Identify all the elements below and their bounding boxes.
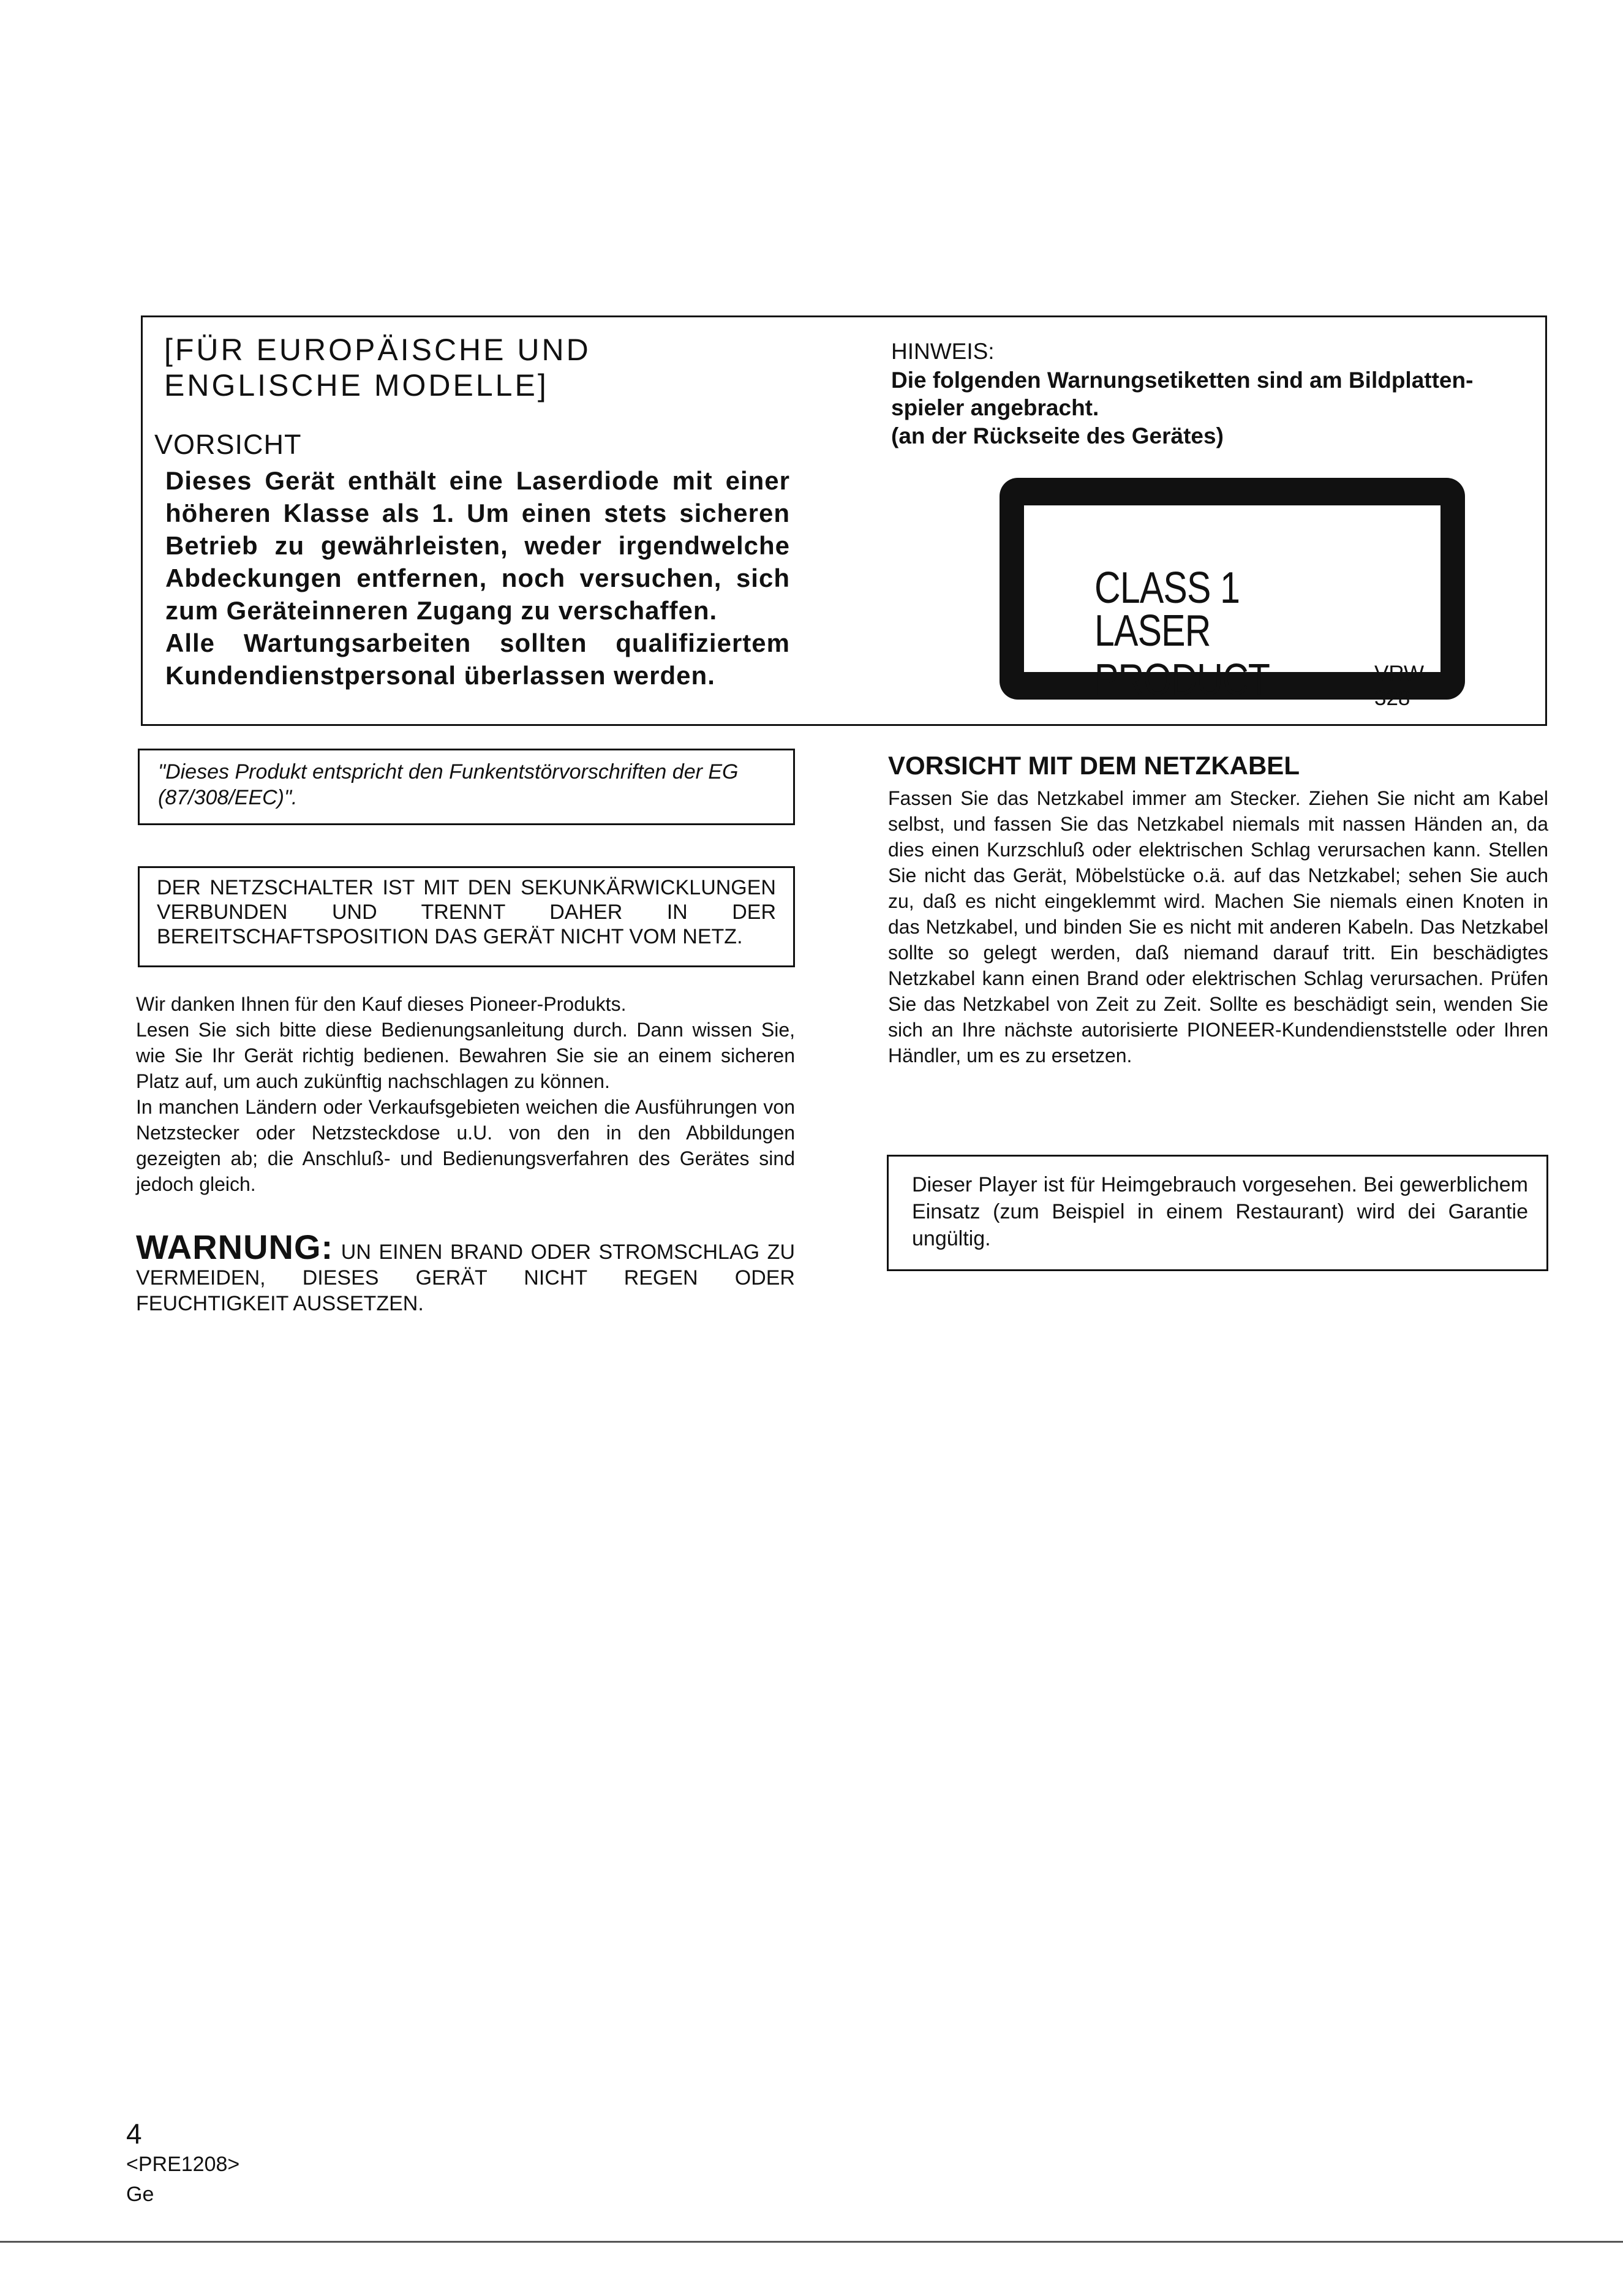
page-number: 4 xyxy=(126,2118,142,2150)
intro-paragraph-2: Lesen Sie sich bitte diese Bedienungsanleitung durch. Dann wissen Sie, wie Sie Ihr Gerät richtig bedienen. Bewahren Sie sie an einem sicheren Platz auf, um auch zukünftig nachschlagen zu können. xyxy=(136,1019,795,1092)
netzschalter-notice-box xyxy=(138,866,795,967)
player-notice-text: Dieser Player ist für Heimgebrauch vorgesehen. Bei gewerblichem Einsatz (zum Beispiel in einem Restaurant) wird dei Garantie ungültig. xyxy=(912,1173,1528,1250)
hinweis-location: (an der Rückseite des Gerätes) xyxy=(891,423,1224,448)
warnung-text: UN EINEN BRAND ODER STROMSCHLAG ZU VERMEIDEN, DIESES GERÄT NICHT REGEN ODER FEUCHTIGKEIT AUSSETZEN. xyxy=(136,1241,795,1315)
netzkabel-title: VORSICHT MIT DEM NETZKABEL xyxy=(888,751,1300,780)
footer-rule xyxy=(0,2241,1623,2243)
laser-warning-paragraph-2: Alle Wartungsarbeiten sollten qualifiziertem Kundendienstpersonal überlassen werden. xyxy=(165,629,790,690)
netzschalter-notice-text: DER NETZSCHALTER IST MIT DEN SEKUNKÄRWICKLUNGEN VERBUNDEN UND TRENNT DAHER IN DER BEREITSCHAFTSPOSITION DAS GERÄT NICHT VOM NETZ. xyxy=(157,876,776,948)
document-code: <PRE1208> xyxy=(126,2153,240,2176)
warnung-block xyxy=(136,1228,795,1316)
hinweis-title: HINWEIS: xyxy=(891,339,995,364)
euro-models-heading: [FÜR EUROPÄISCHE UND ENGLISCHE MODELLE] xyxy=(164,333,591,402)
warnung-title: WARNUNG: xyxy=(136,1228,334,1266)
intro-paragraph-3: In manchen Ländern oder Verkaufsgebieten weichen die Ausführungen von Netzstecker oder Netzsteckdose u.U. von den in den Abbildungen gezeigten ab; die Anschluß- und Bedienungsverfahren des Gerätes sind jedoch gleich. xyxy=(136,1096,795,1195)
netzkabel-text: Fassen Sie das Netzkabel immer am Stecker. Ziehen Sie nicht am Kabel selbst, und fassen Sie das Netzkabel niemals mit nassen Händen an, da dies einen Kurzschluß oder elektrischen Schlag verursachen kann. Stellen Sie nicht das Gerät, Möbelstücke o.ä. auf das Netzkabel; sehen Sie auch zu, daß es nicht eingeklemmt wird. Machen Sie niemals einen Knoten in das Netzkabel, und binden Sie es nicht mit anderen Kabeln. Das Netzkabel sollte so gelegt werden, daß niemand darauf tritt. Ein beschädigtes Netzkabel kann einen Brand oder elektrischen Schlag verursachen. Prüfen Sie das Netzkabel von Zeit zu Zeit. Sollte es beschädigt sein, wenden Sie sich an Ihre nächste autorisierte PIONEER-Kundendienststelle oder Ihren Händler, um es zu ersetzen. xyxy=(888,787,1548,1067)
hinweis-text: Die folgenden Warnungsetiketten sind am Bildplatten-spieler angebracht. xyxy=(891,368,1474,420)
laser-label-code: VRW-328 xyxy=(1374,662,1431,710)
vorsicht-title: VORSICHT xyxy=(154,429,302,460)
language-code: Ge xyxy=(126,2183,154,2206)
eg-notice-box xyxy=(138,749,795,825)
laser-warning-paragraph-1: Dieses Gerät enthält eine Laserdiode mit einer höheren Klasse als 1. Um einen stets sicheren Betrieb zu gewährleisten, weder irgendwelche Abdeckungen entfernen, noch versuchen, sich zum Geräteinneren Zugang zu verschaffen. xyxy=(165,466,790,625)
eg-notice-text: "Dieses Produkt entspricht den Funkentstörvorschriften der EG (87/308/EEC)". xyxy=(158,760,739,809)
laser-warning-text xyxy=(165,464,790,692)
player-notice-box xyxy=(887,1155,1548,1271)
intro-paragraph-1: Wir danken Ihnen für den Kauf dieses Pioneer-Produkts. xyxy=(136,993,627,1015)
intro-text xyxy=(136,991,795,1197)
laser-label-inner xyxy=(1024,505,1440,710)
laser-label-product: LASER PRODUCT xyxy=(1094,606,1270,704)
laser-label-class: CLASS 1 xyxy=(1094,564,1240,613)
laser-class-label xyxy=(1000,478,1465,710)
